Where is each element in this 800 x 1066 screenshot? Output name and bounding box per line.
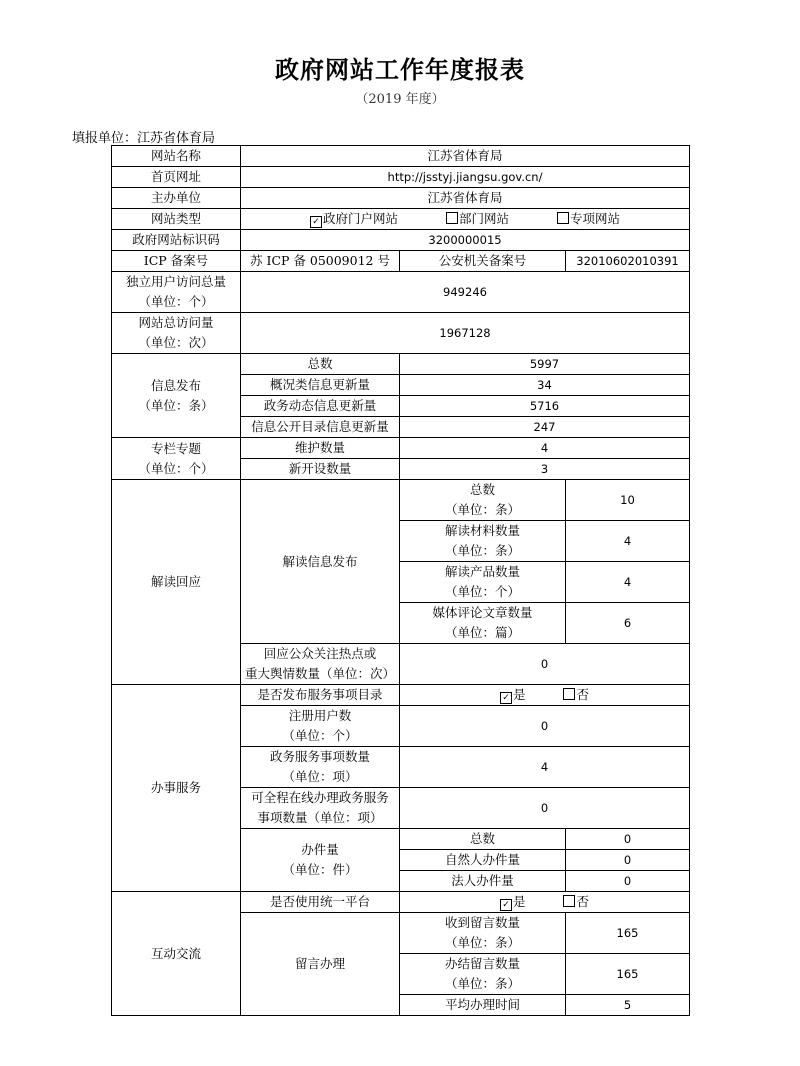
natural-person-cases-label: 自然人办件量	[400, 850, 566, 871]
table-row	[112, 146, 690, 167]
table-row	[112, 313, 690, 354]
new-columns-value: 3	[400, 459, 690, 480]
interpret-total-value: 10	[566, 480, 690, 521]
info-total-label: 总数	[241, 354, 400, 375]
legal-person-cases-label: 法人办件量	[400, 871, 566, 892]
materials-label: 解读材料数量 （单位：条）	[400, 521, 566, 562]
media-articles-label: 媒体评论文章数量 （单位：篇）	[400, 603, 566, 644]
site-name-label: 网站名称	[112, 146, 241, 167]
table-row	[112, 685, 690, 706]
materials-value: 4	[566, 521, 690, 562]
homepage-url: http://jsstyj.jiangsu.gov.cn/	[241, 167, 690, 188]
empty-checkbox-icon	[446, 212, 458, 224]
portal-checkbox[interactable]: ✓ 政府门户网站	[310, 211, 398, 226]
online-items-label: 可全程在线办理政务服务 事项数量（单位：项）	[241, 788, 400, 829]
registered-users-value: 0	[400, 706, 690, 747]
legal-person-cases-value: 0	[566, 871, 690, 892]
interpret-total-label: 总数 （单位：条）	[400, 480, 566, 521]
products-label: 解读产品数量 （单位：个）	[400, 562, 566, 603]
site-name-value: 江苏省体育局	[241, 146, 690, 167]
news-update-value: 5716	[400, 396, 690, 417]
table-row	[112, 251, 690, 272]
site-id-label: 政府网站标识码	[112, 230, 241, 251]
received-messages-label: 收到留言数量 （单位：条）	[400, 913, 566, 954]
catalog-published-options	[400, 685, 690, 706]
catalog-no-checkbox[interactable]: 否	[563, 687, 589, 702]
check-icon: ✓	[310, 216, 322, 228]
police-record-label: 公安机关备案号	[400, 251, 566, 272]
total-visits-value: 1967128	[241, 313, 690, 354]
catalog-published-label: 是否发布服务事项目录	[241, 685, 400, 706]
online-items-value: 0	[400, 788, 690, 829]
maintained-value: 4	[400, 438, 690, 459]
special-checkbox[interactable]: 专项网站	[557, 211, 620, 226]
empty-checkbox-icon	[563, 688, 575, 700]
info-total-value: 5997	[400, 354, 690, 375]
sponsor-label: 主办单位	[112, 188, 241, 209]
avg-handling-time-label: 平均办理时间	[400, 995, 566, 1016]
unique-visitors-label: 独立用户访问总量 （单位：个）	[112, 272, 241, 313]
check-icon: ✓	[500, 899, 512, 911]
products-value: 4	[566, 562, 690, 603]
sponsor-value: 江苏省体育局	[241, 188, 690, 209]
report-title: 政府网站工作年度报表	[275, 55, 525, 84]
registered-users-label: 注册用户数 （单位：个）	[241, 706, 400, 747]
platform-no-checkbox[interactable]: 否	[563, 894, 589, 909]
services-label: 办事服务	[112, 685, 241, 892]
avg-handling-time-value: 5	[566, 995, 690, 1016]
response-value: 0	[400, 644, 690, 685]
table-row	[112, 480, 690, 521]
empty-checkbox-icon	[557, 212, 569, 224]
news-update-label: 政务动态信息更新量	[241, 396, 400, 417]
table-row	[112, 167, 690, 188]
cases-total-value: 0	[566, 829, 690, 850]
response-label: 回应公众关注热点或 重大舆情数量（单位：次）	[241, 644, 400, 685]
table-row	[112, 354, 690, 375]
cases-label: 办件量 （单位：件）	[241, 829, 400, 892]
catalog-update-value: 247	[400, 417, 690, 438]
interpret-label: 解读回应	[112, 480, 241, 685]
interaction-label: 互动交流	[112, 892, 241, 1016]
site-type-options	[241, 209, 690, 230]
platform-yes-checkbox[interactable]: ✓ 是	[500, 894, 526, 909]
icp-label: ICP 备案号	[112, 251, 241, 272]
icp-value: 苏 ICP 备 05009012 号	[241, 251, 400, 272]
table-row	[112, 272, 690, 313]
service-items-value: 4	[400, 747, 690, 788]
check-icon: ✓	[500, 692, 512, 704]
maintained-label: 维护数量	[241, 438, 400, 459]
table-row	[112, 209, 690, 230]
homepage-label: 首页网址	[112, 167, 241, 188]
catalog-update-label: 信息公开目录信息更新量	[241, 417, 400, 438]
interpret-sub-label: 解读信息发布	[241, 480, 400, 644]
service-items-label: 政务服务事项数量 （单位：项）	[241, 747, 400, 788]
received-messages-value: 165	[566, 913, 690, 954]
site-id-value: 3200000015	[241, 230, 690, 251]
cases-total-label: 总数	[400, 829, 566, 850]
overview-update-label: 概况类信息更新量	[241, 375, 400, 396]
department-checkbox[interactable]: 部门网站	[446, 211, 509, 226]
overview-update-value: 34	[400, 375, 690, 396]
new-columns-label: 新开设数量	[241, 459, 400, 480]
unique-visitors-value: 949246	[241, 272, 690, 313]
closed-messages-value: 165	[566, 954, 690, 995]
table-row	[112, 188, 690, 209]
site-type-label: 网站类型	[112, 209, 241, 230]
info-release-label: 信息发布 （单位：条）	[112, 354, 241, 438]
table-row	[112, 230, 690, 251]
total-visits-label: 网站总访问量 （单位：次）	[112, 313, 241, 354]
report-table	[111, 145, 690, 1016]
messages-label: 留言办理	[241, 913, 400, 1016]
table-row	[112, 892, 690, 913]
table-row	[112, 438, 690, 459]
columns-label: 专栏专题 （单位：个）	[112, 438, 241, 480]
empty-checkbox-icon	[563, 895, 575, 907]
police-record-value: 32010602010391	[566, 251, 690, 272]
natural-person-cases-value: 0	[566, 850, 690, 871]
unified-platform-label: 是否使用统一平台	[241, 892, 400, 913]
unified-platform-options	[400, 892, 690, 913]
closed-messages-label: 办结留言数量 （单位：条）	[400, 954, 566, 995]
catalog-yes-checkbox[interactable]: ✓ 是	[500, 687, 526, 702]
reporting-unit: 填报单位：江苏省体育局	[72, 131, 216, 146]
report-subtitle: （2019 年度）	[355, 92, 445, 107]
media-articles-value: 6	[566, 603, 690, 644]
